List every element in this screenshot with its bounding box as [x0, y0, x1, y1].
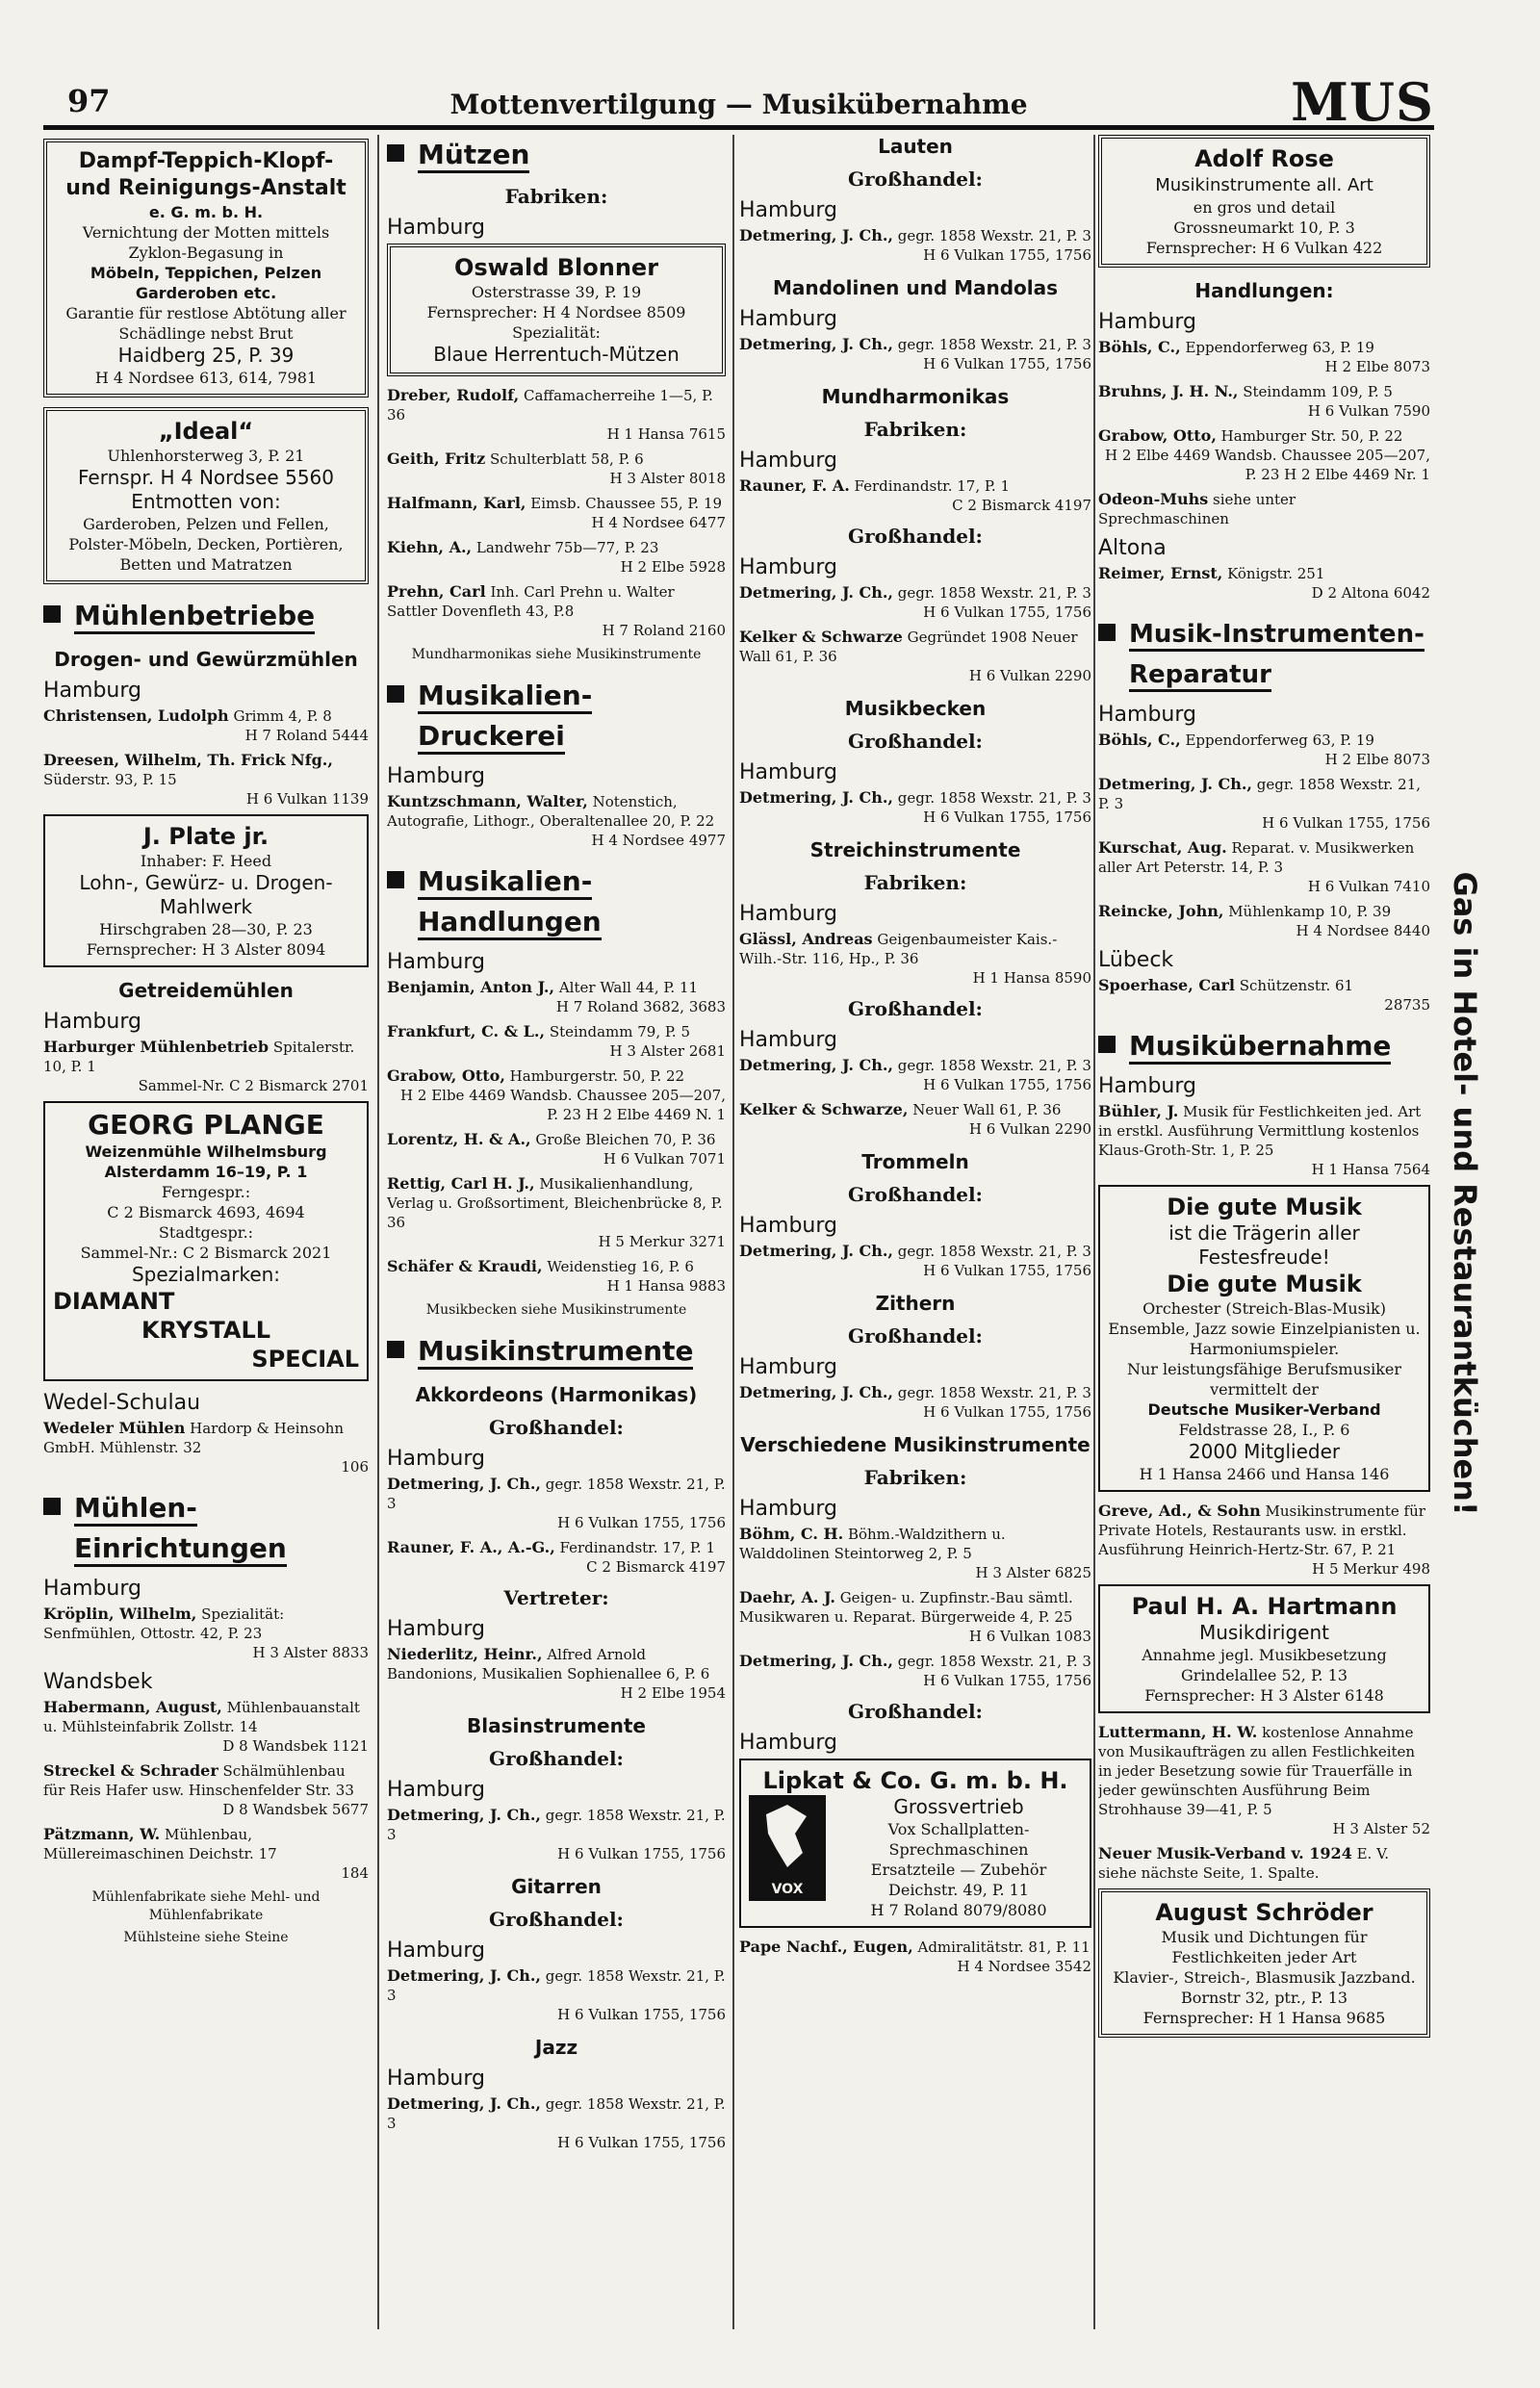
section-marker	[1098, 1036, 1116, 1053]
entry: Reimer, Ernst, Königstr. 251 D 2 Altona 6042	[1098, 564, 1430, 602]
entry: Detmering, J. Ch., gegr. 1858 Wexstr. 21, P. 3 H 6 Vulkan 1755, 1756	[739, 226, 1091, 264]
entry: Spoerhase, Carl Schützenstr. 61 28735	[1098, 976, 1430, 1014]
entry: Kelker & Schwarze, Neuer Wall 61, P. 36 H 6 Vulkan 2290	[739, 1100, 1091, 1138]
entry: Detmering, J. Ch., gegr. 1858 Wexstr. 21, P. 3 H 6 Vulkan 1755, 1756	[739, 1383, 1091, 1421]
entry: Halfmann, Karl, Eimsb. Chaussee 55, P. 19 H 4 Nordsee 6477	[387, 494, 726, 531]
city-heading: Wedel-Schulau	[43, 1391, 201, 1415]
subsection-heading: Zithern	[875, 1292, 956, 1315]
city-heading: Hamburg	[43, 679, 141, 703]
category-heading: Großhandel:	[489, 1747, 624, 1770]
entry: Niederlitz, Heinr., Alfred Arnold Bandonions, Musikalien Sophienallee 6, P. 6 H 2 Elbe 1954	[387, 1645, 726, 1702]
entry: Rauner, F. A. Ferdinandstr. 17, P. 1 C 2 Bismarck 4197	[739, 476, 1091, 514]
city-heading: Lübeck	[1098, 948, 1174, 972]
subsection-heading: Gitarren	[511, 1875, 602, 1898]
category-heading: Vertreter:	[503, 1586, 609, 1609]
entry: Schäfer & Kraudi, Weidenstieg 16, P. 6 H 1 Hansa 9883	[387, 1257, 726, 1295]
entry: Detmering, J. Ch., gegr. 1858 Wexstr. 21, P. 3 H 6 Vulkan 1755, 1756	[387, 1806, 726, 1862]
section-heading: Musikalien-Handlungen	[387, 861, 726, 942]
section-heading: Mützen	[387, 135, 726, 175]
entry: Reincke, John, Mühlenkamp 10, P. 39 H 4 Nordsee 8440	[1098, 902, 1430, 939]
city-heading: Hamburg	[739, 1355, 837, 1379]
city-heading: Hamburg	[739, 760, 837, 784]
category-heading: Großhandel:	[848, 1183, 983, 1206]
subsection-heading: Mundharmonikas	[821, 385, 1010, 408]
column-rule	[377, 135, 379, 2329]
subsection-heading: Streichinstrumente	[809, 838, 1021, 861]
entry: Streckel & Schrader Schälmühlenbau für Reis Hafer usw. Hinschenfelder Str. 33 D 8 Wandsbek 5677	[43, 1761, 369, 1818]
category-heading: Fabriken:	[863, 871, 967, 894]
subsection-heading: Musikbecken	[844, 697, 987, 720]
column-4	[1098, 135, 1430, 2329]
section-marker	[1098, 624, 1116, 641]
category-heading: Großhandel:	[848, 525, 983, 548]
svg-text:VOX: VOX	[771, 1882, 804, 1897]
section-heading: Mühlen-Einrichtungen	[43, 1488, 369, 1569]
category-heading: Großhandel:	[848, 997, 983, 1020]
city-heading: Altona	[1098, 536, 1167, 560]
city-heading: Hamburg	[739, 1214, 837, 1238]
page-number: 97	[67, 83, 111, 119]
city-heading: Hamburg	[739, 902, 837, 926]
ad-gute-musik: Die gute Musik ist die Trägerin aller Festesfreude! Die gute Musik Orchester (Streich-Blas-Musik) Ensemble, Jazz sowie Einzelpianisten u. Harmoniumspieler. Nur leistungsfähige Berufsmusiker vermittelt der Deutsche Musiker-Verband Feldstrasse 28, I., P. 6 2000 Mitglieder H 1 Hansa 2466 und Hansa 146	[1098, 1185, 1430, 1492]
city-heading: Hamburg	[387, 216, 485, 240]
entry: Detmering, J. Ch., gegr. 1858 Wexstr. 21, P. 3 H 6 Vulkan 1755, 1756	[1098, 775, 1430, 832]
entry: Bühler, J. Musik für Festlichkeiten jed. Art in erstkl. Ausführung Vermittlung kostenlos Klaus-Groth-Str. 1, P. 25 H 1 Hansa 7564	[1098, 1102, 1430, 1178]
side-advertisement: Gas in Hotel- und Restaurantküchen!	[1447, 871, 1483, 1516]
ad-blonner: Oswald Blonner Osterstrasse 39, P. 19 Fernsprecher: H 4 Nordsee 8509 Spezialität: Blaue Herrentuch-Mützen	[387, 244, 726, 376]
section-heading: Musikinstrumente	[387, 1331, 726, 1372]
category-heading: Großhandel:	[489, 1908, 624, 1931]
city-heading: Hamburg	[1098, 703, 1196, 727]
subsection-heading: Getreidemühlen	[118, 979, 294, 1002]
entry: Böhls, C., Eppendorferweg 63, P. 19 H 2 Elbe 8073	[1098, 338, 1430, 375]
city-heading: Hamburg	[387, 950, 485, 974]
entry: Böhls, C., Eppendorferweg 63, P. 19 H 2 Elbe 8073	[1098, 731, 1430, 768]
city-heading: Hamburg	[387, 1617, 485, 1641]
entry: Detmering, J. Ch., gegr. 1858 Wexstr. 21, P. 3 H 6 Vulkan 1755, 1756	[739, 335, 1091, 372]
entry: Detmering, J. Ch., gegr. 1858 Wexstr. 21, P. 3 H 6 Vulkan 1755, 1756	[387, 1475, 726, 1531]
entry: Bruhns, J. H. N., Steindamm 109, P. 5 H 6 Vulkan 7590	[1098, 382, 1430, 420]
city-heading: Hamburg	[739, 1028, 837, 1052]
entry: Lorentz, H. & A., Große Bleichen 70, P. 36 H 6 Vulkan 7071	[387, 1130, 726, 1168]
ad-plate: J. Plate jr. Inhaber: F. Heed Lohn-, Gewürz- u. Drogen-Mahlwerk Hirschgraben 28—30, P. 23 Fernsprecher: H 3 Alster 8094	[43, 814, 369, 967]
cross-reference: Mühlenfabrikate siehe Mehl- und Mühlenfabrikate	[91, 1889, 321, 1923]
ad-hartmann: Paul H. A. Hartmann Musikdirigent Annahme jegl. Musikbesetzung Grindelallee 52, P. 13 Fernsprecher: H 3 Alster 6148	[1098, 1584, 1430, 1713]
ad-ideal: „Ideal“ Uhlenhorsterweg 3, P. 21 Fernspr. H 4 Nordsee 5560 Entmotten von: Garderoben, Pelzen und Fellen, Polster-Möbeln, Decken, Portièren, Betten und Matratzen	[43, 407, 369, 584]
section-heading: Mühlenbetriebe	[43, 596, 369, 636]
category-heading: Fabriken:	[863, 418, 967, 441]
city-heading: Hamburg	[387, 2067, 485, 2091]
entry: Dreesen, Wilhelm, Th. Frick Nfg., Süderstr. 93, P. 15 H 6 Vulkan 1139	[43, 751, 369, 808]
entry: Detmering, J. Ch., gegr. 1858 Wexstr. 21, P. 3 H 6 Vulkan 1755, 1756	[739, 1652, 1091, 1689]
city-heading: Hamburg	[387, 1447, 485, 1471]
entry: Detmering, J. Ch., gegr. 1858 Wexstr. 21, P. 3 H 6 Vulkan 1755, 1756	[739, 788, 1091, 826]
entry: Greve, Ad., & Sohn Musikinstrumente für Private Hotels, Restaurants usw. in erstkl. Ausführung Heinrich-Hertz-Str. 67, P. 21 H 5 Merkur 498	[1098, 1502, 1430, 1578]
subsection-heading: Lauten	[878, 135, 953, 158]
city-heading: Hamburg	[1098, 1074, 1196, 1098]
entry: Odeon-Muhs siehe unter Sprechmaschinen	[1098, 490, 1296, 527]
entry: Glässl, Andreas Geigenbaumeister Kais.-Wilh.-Str. 116, Hp., P. 36 H 1 Hansa 8590	[739, 930, 1091, 987]
entry: Habermann, August, Mühlenbauanstalt u. Mühlsteinfabrik Zollstr. 14 D 8 Wandsbek 1121	[43, 1698, 369, 1755]
category-heading: Großhandel:	[848, 1324, 983, 1348]
section-marker	[43, 605, 61, 623]
category-heading: Großhandel:	[489, 1416, 624, 1439]
city-heading: Hamburg	[739, 198, 837, 222]
entry: Frankfurt, C. & L., Steindamm 79, P. 5 H 3 Alster 2681	[387, 1022, 726, 1060]
city-heading: Hamburg	[387, 1939, 485, 1963]
entry: Kuntzschmann, Walter, Notenstich, Autografie, Lithogr., Oberaltenallee 20, P. 22 H 4 Nordsee 4977	[387, 792, 726, 849]
ad-plange: GEORG PLANGE Weizenmühle Wilhelmsburg Alsterdamm 16–19, P. 1 Ferngespr.: C 2 Bismarck 4693, 4694 Stadtgespr.: Sammel-Nr.: C 2 Bismarck 2021 Spezialmarken: DIAMANT KRYSTALL SPECIAL	[43, 1101, 369, 1381]
entry: Böhm, C. H. Böhm.-Waldzithern u. Walddolinen Steintorweg 2, P. 5 H 3 Alster 6825	[739, 1525, 1091, 1581]
entry: Grabow, Otto, Hamburger Str. 50, P. 22 H 2 Elbe 4469 Wandsb. Chaussee 205—207, P. 23 H 2 Elbe 4469 Nr. 1	[1098, 426, 1430, 483]
city-heading: Wandsbek	[43, 1670, 153, 1694]
entry: Rauner, F. A., A.-G., Ferdinandstr. 17, P. 1 C 2 Bismarck 4197	[387, 1538, 726, 1576]
vox-logo-icon	[749, 1795, 826, 1901]
entry: Daehr, A. J. Geigen- u. Zupfinstr.-Bau sämtl. Musikwaren u. Reparat. Bürgerweide 4, P. 25 H 6 Vulkan 1083	[739, 1588, 1091, 1645]
city-heading: Hamburg	[739, 307, 837, 331]
subsection-heading: Drogen- und Gewürzmühlen	[54, 648, 358, 671]
entry: Prehn, Carl Inh. Carl Prehn u. Walter Sattler Dovenfleth 43, P.8 H 7 Roland 2160	[387, 582, 726, 639]
section-marker	[387, 144, 404, 162]
entry: Benjamin, Anton J., Alter Wall 44, P. 11 H 7 Roland 3682, 3683	[387, 978, 726, 1015]
ad-teppich-klopf: Dampf-Teppich-Klopf- und Reinigungs-Anstalt e. G. m. b. H. Vernichtung der Motten mittels Zyklon-Begasung in Möbeln, Teppichen, Pelzen Garderoben etc. Garantie für restlose Abtötung aller Schädlinge nebst Brut Haidberg 25, P. 39 H 4 Nordsee 613, 614, 7981	[43, 139, 369, 398]
section-marker	[387, 1341, 404, 1358]
section-marker	[387, 871, 404, 888]
running-title: Mottenvertilgung — Musikübernahme	[449, 89, 1028, 120]
city-heading: Hamburg	[387, 1778, 485, 1802]
entry: Kröplin, Wilhelm, Spezialität: Senfmühlen, Ottostr. 42, P. 23 H 3 Alster 8833	[43, 1605, 369, 1661]
cross-reference: Musikbecken siehe Musikinstrumente	[425, 1302, 687, 1318]
entry: Grabow, Otto, Hamburgerstr. 50, P. 22 H 2 Elbe 4469 Wandsb. Chaussee 205—207, P. 23 H 2 Elbe 4469 N. 1	[387, 1066, 726, 1123]
category-heading: Großhandel:	[848, 1700, 983, 1723]
entry: Detmering, J. Ch., gegr. 1858 Wexstr. 21, P. 3 H 6 Vulkan 1755, 1756	[739, 1056, 1091, 1093]
cross-reference: Mühlsteine siehe Steine	[123, 1930, 289, 1945]
ad-lipkat: Lipkat & Co. G. m. b. H. VOX Grossvertrieb Vox Schallplatten-Sprechmaschinen Ersatzteile — Zubehör Deichstr. 49, P. 11 H 7 Roland 8079/8080	[739, 1759, 1091, 1928]
city-heading: Hamburg	[739, 1731, 837, 1755]
entry: Detmering, J. Ch., gegr. 1858 Wexstr. 21, P. 3 H 6 Vulkan 1755, 1756	[739, 583, 1091, 621]
section-key: MUS	[1291, 71, 1434, 133]
entry: Detmering, J. Ch., gegr. 1858 Wexstr. 21, P. 3 H 6 Vulkan 1755, 1756	[387, 2094, 726, 2151]
entry: Kurschat, Aug. Reparat. v. Musikwerken aller Art Peterstr. 14, P. 3 H 6 Vulkan 7410	[1098, 838, 1430, 895]
subsection-heading: Akkordeons (Harmonikas)	[415, 1383, 698, 1406]
ad-schroeder: August Schröder Musik und Dichtungen für Festlichkeiten jeder Art Klavier-, Streich-, Blasmusik Jazzband. Bornstr 32, ptr., P. 13 Fernsprecher: H 1 Hansa 9685	[1098, 1888, 1430, 2038]
section-marker	[387, 685, 404, 703]
entry: Christensen, Ludolph Grimm 4, P. 8 H 7 Roland 5444	[43, 706, 369, 744]
entry: Rettig, Carl H. J., Musikalienhandlung, Verlag u. Großsortiment, Bleichenbrücke 8, P. 36 H 5 Merkur 3271	[387, 1174, 726, 1250]
entry: Luttermann, H. W. kostenlose Annahme von Musikaufträgen zu allen Festlichkeiten in jeder Besetzung sowie für Trauerfälle in jeder gewünschten Ausführung Beim Strohhause 39—41, P. 5 H 3 Alster 52	[1098, 1723, 1430, 1837]
section-marker	[43, 1498, 61, 1515]
city-heading: Hamburg	[43, 1577, 141, 1601]
page-header	[43, 71, 1434, 133]
city-heading: Hamburg	[739, 555, 837, 579]
column-rule	[1093, 135, 1095, 2329]
category-heading: Fabriken:	[863, 1466, 967, 1489]
city-heading: Hamburg	[43, 1010, 141, 1034]
subsection-heading: Blasinstrumente	[467, 1714, 646, 1737]
category-heading: Handlungen:	[1194, 279, 1334, 302]
city-heading: Hamburg	[387, 764, 485, 788]
column-rule	[732, 135, 734, 2329]
column-2	[387, 135, 726, 2329]
subsection-heading: Jazz	[534, 2036, 578, 2059]
entry: Harburger Mühlenbetrieb Spitalerstr. 10, P. 1 Sammel-Nr. C 2 Bismarck 2701	[43, 1038, 369, 1094]
section-heading: Musik-Instrumenten-Reparatur	[1098, 614, 1430, 695]
category-heading: Großhandel:	[848, 167, 983, 191]
city-heading: Hamburg	[739, 1497, 837, 1521]
section-heading: Musikübernahme	[1098, 1026, 1430, 1066]
subsection-heading: Mandolinen und Mandolas	[772, 276, 1059, 299]
ad-rose: Adolf Rose Musikinstrumente all. Art en gros und detail Grossneumarkt 10, P. 3 Fernsprecher: H 6 Vulkan 422	[1098, 135, 1430, 268]
entry: Detmering, J. Ch., gegr. 1858 Wexstr. 21, P. 3 H 6 Vulkan 1755, 1756	[739, 1242, 1091, 1279]
subsection-heading: Trommeln	[861, 1150, 969, 1173]
entry: Geith, Fritz Schulterblatt 58, P. 6 H 3 Alster 8018	[387, 449, 726, 487]
entry: Dreber, Rudolf, Caffamacherreihe 1—5, P. 36 H 1 Hansa 7615	[387, 386, 726, 443]
entry: Kiehn, A., Landwehr 75b—77, P. 23 H 2 Elbe 5928	[387, 538, 726, 576]
column-1	[43, 135, 369, 2329]
city-heading: Hamburg	[739, 449, 837, 473]
entry: Pape Nachf., Eugen, Admiralitätstr. 81, P. 11 H 4 Nordsee 3542	[739, 1938, 1091, 1975]
entry: Detmering, J. Ch., gegr. 1858 Wexstr. 21, P. 3 H 6 Vulkan 1755, 1756	[387, 1966, 726, 2023]
category-heading: Fabriken:	[504, 185, 608, 208]
section-heading: Musikalien-Druckerei	[387, 676, 726, 757]
subsection-heading: Verschiedene Musikinstrumente	[740, 1433, 1091, 1456]
entry: Pätzmann, W. Mühlenbau, Müllereimaschinen Deichstr. 17 184	[43, 1825, 369, 1882]
column-3	[739, 135, 1091, 2329]
cross-reference: Mundharmonikas siehe Musikinstrumente	[411, 647, 702, 662]
entry: Neuer Musik-Verband v. 1924 E. V. siehe nächste Seite, 1. Spalte.	[1098, 1844, 1390, 1882]
entry: Wedeler Mühlen Hardorp & Heinsohn GmbH. Mühlenstr. 32 106	[43, 1419, 369, 1476]
city-heading: Hamburg	[1098, 310, 1196, 334]
category-heading: Großhandel:	[848, 730, 983, 753]
entry: Kelker & Schwarze Gegründet 1908 Neuer Wall 61, P. 36 H 6 Vulkan 2290	[739, 628, 1091, 684]
